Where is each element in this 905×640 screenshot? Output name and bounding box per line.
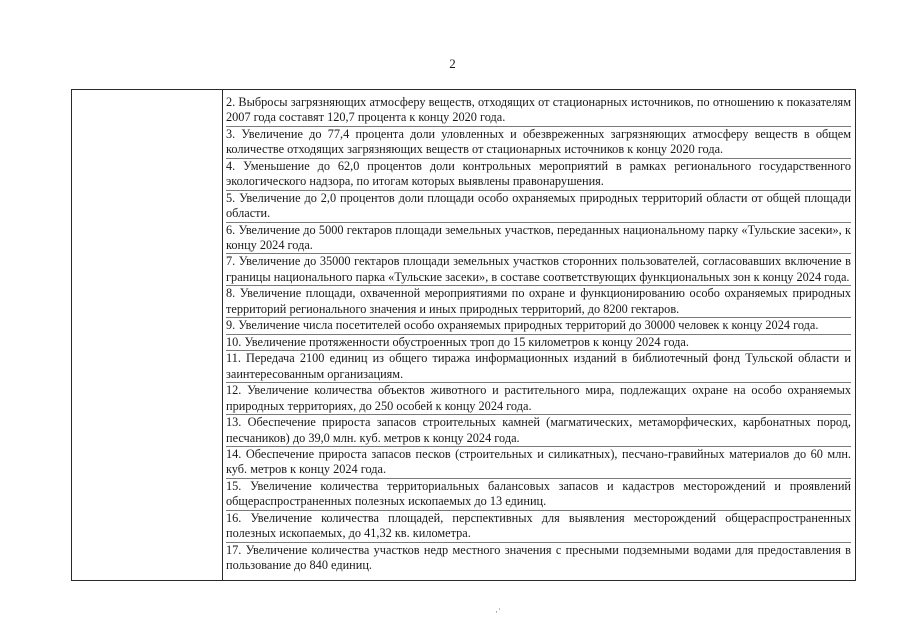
- list-item: 5. Увеличение до 2,0 процентов доли площади особо охраняемых природных территорий области от общей площади области.: [226, 191, 851, 223]
- list-item: 10. Увеличение протяженности обустроенных троп до 15 километров к концу 2024 года.: [226, 335, 851, 352]
- list-item: 14. Обеспечение прироста запасов песков (строительных и силикатных), песчано-гравийных материалов до 60 млн. куб. метров к концу 2024 года.: [226, 447, 851, 479]
- document-table: [71, 89, 856, 581]
- page-number: 2: [449, 56, 456, 71]
- list-item: 9. Увеличение числа посетителей особо охраняемых природных территорий до 30000 человек к концу 2024 года.: [226, 318, 851, 335]
- list-item: 3. Увеличение до 77,4 процента доли уловленных и обезвреженных загрязняющих атмосферу веществ в общем количестве отходящих загрязняющих веществ от стационарных источников к концу 2020 года.: [226, 127, 851, 159]
- list-item: 8. Увеличение площади, охваченной мероприятиями по охране и функционированию особо охраняемых природных территорий регионального значения и иных природных территорий, до 8200 гектаров.: [226, 286, 851, 318]
- list-item: 4. Уменьшение до 62,0 процентов доли контрольных мероприятий в рамках регионального государственного экологического надзора, по итогам которых выявлены правонарушения.: [226, 159, 851, 191]
- table-right-cell: [223, 90, 855, 580]
- list-item: 6. Увеличение до 5000 гектаров площади земельных участков, переданных национальному парку «Тульские засеки», к концу 2024 года.: [226, 223, 851, 255]
- list-item: 2. Выбросы загрязняющих атмосферу веществ, отходящих от стационарных источников, по отношению к показателям 2007 года составят 120,7 процента к концу 2020 года.: [226, 95, 851, 127]
- list-item: 16. Увеличение количества площадей, перспективных для выявления месторождений общераспространенных полезных ископаемых, до 41,32 кв. километра.: [226, 511, 851, 543]
- list-item: 7. Увеличение до 35000 гектаров площади земельных участков сторонних пользователей, согласовавших включение в границы национального парка «Тульские засеки», в составе соответствующих функциональных зон к концу 2024 года.: [226, 254, 851, 286]
- list-item: 11. Передача 2100 единиц из общего тиража информационных изданий в библиотечный фонд Тульской области и заинтересованным организациям.: [226, 351, 851, 383]
- list-item: 15. Увеличение количества территориальных балансовых запасов и кадастров месторождений и проявлений общераспространенных полезных ископаемых до 13 единиц.: [226, 479, 851, 511]
- scan-speck: ·˙: [495, 607, 501, 617]
- table-left-cell: [72, 90, 223, 580]
- list-item: 13. Обеспечение прироста запасов строительных камней (магматических, метаморфических, карбонатных пород, песчаников) до 39,0 млн. куб. метров к концу 2024 года.: [226, 415, 851, 447]
- list-item: 17. Увеличение количества участков недр местного значения с пресными подземными водами для предоставления в пользование до 840 единиц.: [226, 542, 851, 573]
- list-item: 12. Увеличение количества объектов животного и растительного мира, подлежащих охране на особо охраняемых природных территориях, до 250 особей к концу 2024 года.: [226, 383, 851, 415]
